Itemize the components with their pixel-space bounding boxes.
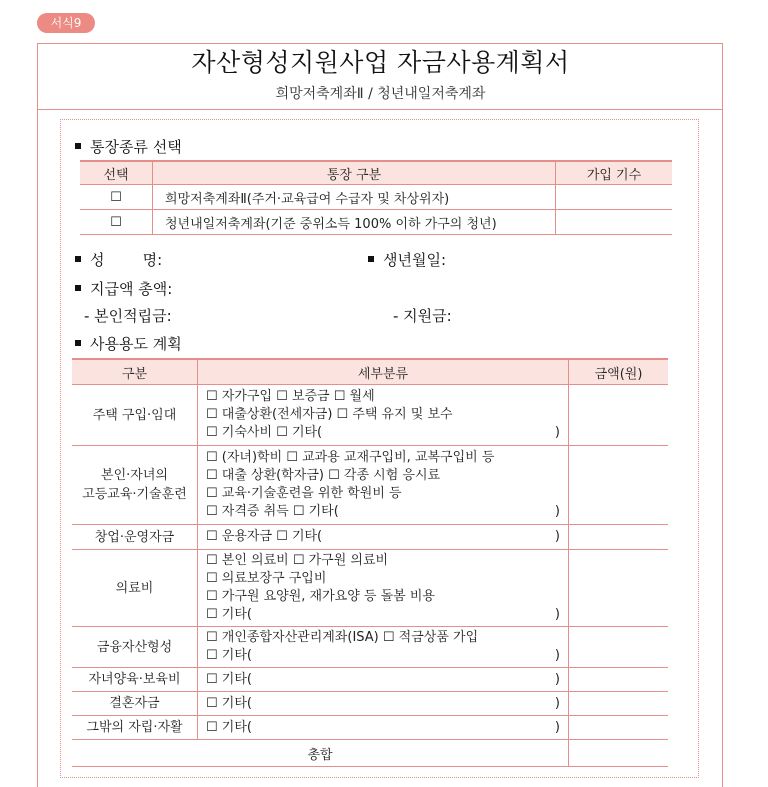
detail-line[interactable]: ☐ 본인 의료비 ☐ 가구원 의료비: [206, 553, 389, 568]
table-row: [72, 627, 668, 668]
amount-cell[interactable]: [569, 627, 669, 668]
name-label: 성 명:: [90, 251, 163, 269]
detail-line[interactable]: ☐ 기타( ): [206, 607, 560, 622]
join-term-cell[interactable]: [556, 210, 673, 235]
table-row: [72, 446, 668, 525]
square-bullet-icon: [75, 340, 81, 346]
category-cell: 결혼자금: [72, 692, 198, 716]
account-label: 청년내일저축계좌(기준 중위소득 100% 이하 가구의 청년): [153, 210, 556, 235]
detail-line[interactable]: ☐ 기타( ): [206, 719, 560, 735]
section-heading-text: 통장종류 선택: [90, 138, 182, 156]
account-label: 희망저축계좌Ⅱ(주거·교육급여 수급자 및 차상위자): [153, 185, 556, 210]
table-row: [72, 525, 668, 550]
amount-cell[interactable]: [569, 550, 669, 627]
name-field[interactable]: [75, 249, 162, 270]
detail-cell[interactable]: [198, 692, 569, 716]
category-cell: 금융자산형성: [72, 627, 198, 668]
table-row: [72, 668, 668, 692]
join-term-cell[interactable]: [556, 185, 673, 210]
detail-line[interactable]: ☐ (자녀)학비 ☐ 교과용 교재구입비, 교복구입비 등: [206, 450, 495, 465]
total-amount-cell[interactable]: [569, 740, 669, 767]
total-payment-label: 지급액 총액:: [90, 280, 173, 298]
birthdate-field[interactable]: [368, 249, 446, 270]
header-detail: 세부분류: [198, 359, 569, 385]
square-bullet-icon: [75, 256, 81, 262]
birthdate-label: 생년월일:: [383, 251, 447, 269]
header-select: 선택: [80, 161, 153, 185]
detail-cell[interactable]: [198, 716, 569, 740]
usage-plan-table: [72, 358, 668, 767]
amount-cell[interactable]: [569, 716, 669, 740]
account-type-table: [80, 160, 672, 235]
total-label: 총합: [72, 740, 569, 767]
detail-cell[interactable]: [198, 627, 569, 668]
detail-cell[interactable]: [198, 668, 569, 692]
title-divider: [38, 109, 723, 110]
table-row: [72, 716, 668, 740]
square-bullet-icon: [368, 256, 374, 262]
category-cell: 창업·운영자금: [72, 525, 198, 550]
detail-cell[interactable]: [198, 525, 569, 550]
square-bullet-icon: [75, 285, 81, 291]
total-row: [72, 740, 668, 767]
support-field[interactable]: - 지원금:: [393, 307, 452, 325]
detail-line[interactable]: ☐ 기숙사비 ☐ 기타( ): [206, 425, 560, 440]
header-account-type: 통장 구분: [153, 161, 556, 185]
category-cell: 자녀양육·보육비: [72, 668, 198, 692]
table-row: [72, 550, 668, 627]
detail-line[interactable]: ☐ 운용자금 ☐ 기타( ): [206, 529, 560, 544]
category-cell: 주택 구입·임대: [72, 385, 198, 446]
detail-line[interactable]: ☐ 대출상환(전세자금) ☐ 주택 유지 및 보수: [206, 407, 453, 422]
section-heading-text: 사용용도 계획: [90, 335, 182, 353]
detail-line[interactable]: ☐ 기타( ): [206, 671, 560, 687]
detail-line[interactable]: ☐ 교육·기술훈련을 위한 학원비 등: [206, 486, 402, 501]
self-saving-field[interactable]: - 본인적립금:: [84, 307, 172, 325]
detail-line[interactable]: ☐ 기타( ): [206, 648, 560, 663]
square-bullet-icon: [75, 143, 81, 149]
amount-cell[interactable]: [569, 446, 669, 525]
detail-line[interactable]: ☐ 자격증 취득 ☐ 기타( ): [206, 504, 560, 519]
detail-cell[interactable]: [198, 385, 569, 446]
account-checkbox[interactable]: ☐: [80, 210, 153, 235]
detail-cell[interactable]: [198, 550, 569, 627]
account-checkbox[interactable]: ☐: [80, 185, 153, 210]
detail-line[interactable]: ☐ 대출 상환(학자금) ☐ 각종 시험 응시료: [206, 468, 441, 483]
section-usage-plan-heading: [75, 333, 182, 354]
table-row: [72, 385, 668, 446]
total-payment-heading: [75, 278, 172, 299]
detail-line[interactable]: ☐ 가구원 요양원, 재가요양 등 돌봄 비용: [206, 589, 435, 604]
category-cell: 의료비: [72, 550, 198, 627]
page-title: 자산형성지원사업 자금사용계획서: [191, 48, 570, 77]
amount-cell[interactable]: [569, 668, 669, 692]
category-cell: 그밖의 자립·자활: [72, 716, 198, 740]
detail-line[interactable]: ☐ 의료보장구 구입비: [206, 571, 327, 586]
table-row: [72, 692, 668, 716]
page-subtitle: 희망저축계좌Ⅱ / 청년내일저축계좌: [275, 86, 486, 102]
header-join-term: 가입 기수: [556, 161, 673, 185]
category-cell: 본인·자녀의 고등교육·기술훈련: [72, 446, 198, 525]
amount-cell[interactable]: [569, 525, 669, 550]
detail-line[interactable]: ☐ 개인종합자산관리계좌(ISA) ☐ 적금상품 가입: [206, 630, 479, 645]
table-row: [80, 210, 672, 235]
detail-line[interactable]: ☐ 기타( ): [206, 695, 560, 711]
table-row: [80, 185, 672, 210]
section-account-type-heading: [75, 136, 182, 157]
detail-cell[interactable]: [198, 446, 569, 525]
amount-cell[interactable]: [569, 692, 669, 716]
form-number-badge: 서식9: [37, 13, 95, 33]
header-category: 구분: [72, 359, 198, 385]
amount-cell[interactable]: [569, 385, 669, 446]
header-amount: 금액(원): [569, 359, 669, 385]
detail-line[interactable]: ☐ 자가구입 ☐ 보증금 ☐ 월세: [206, 389, 375, 404]
